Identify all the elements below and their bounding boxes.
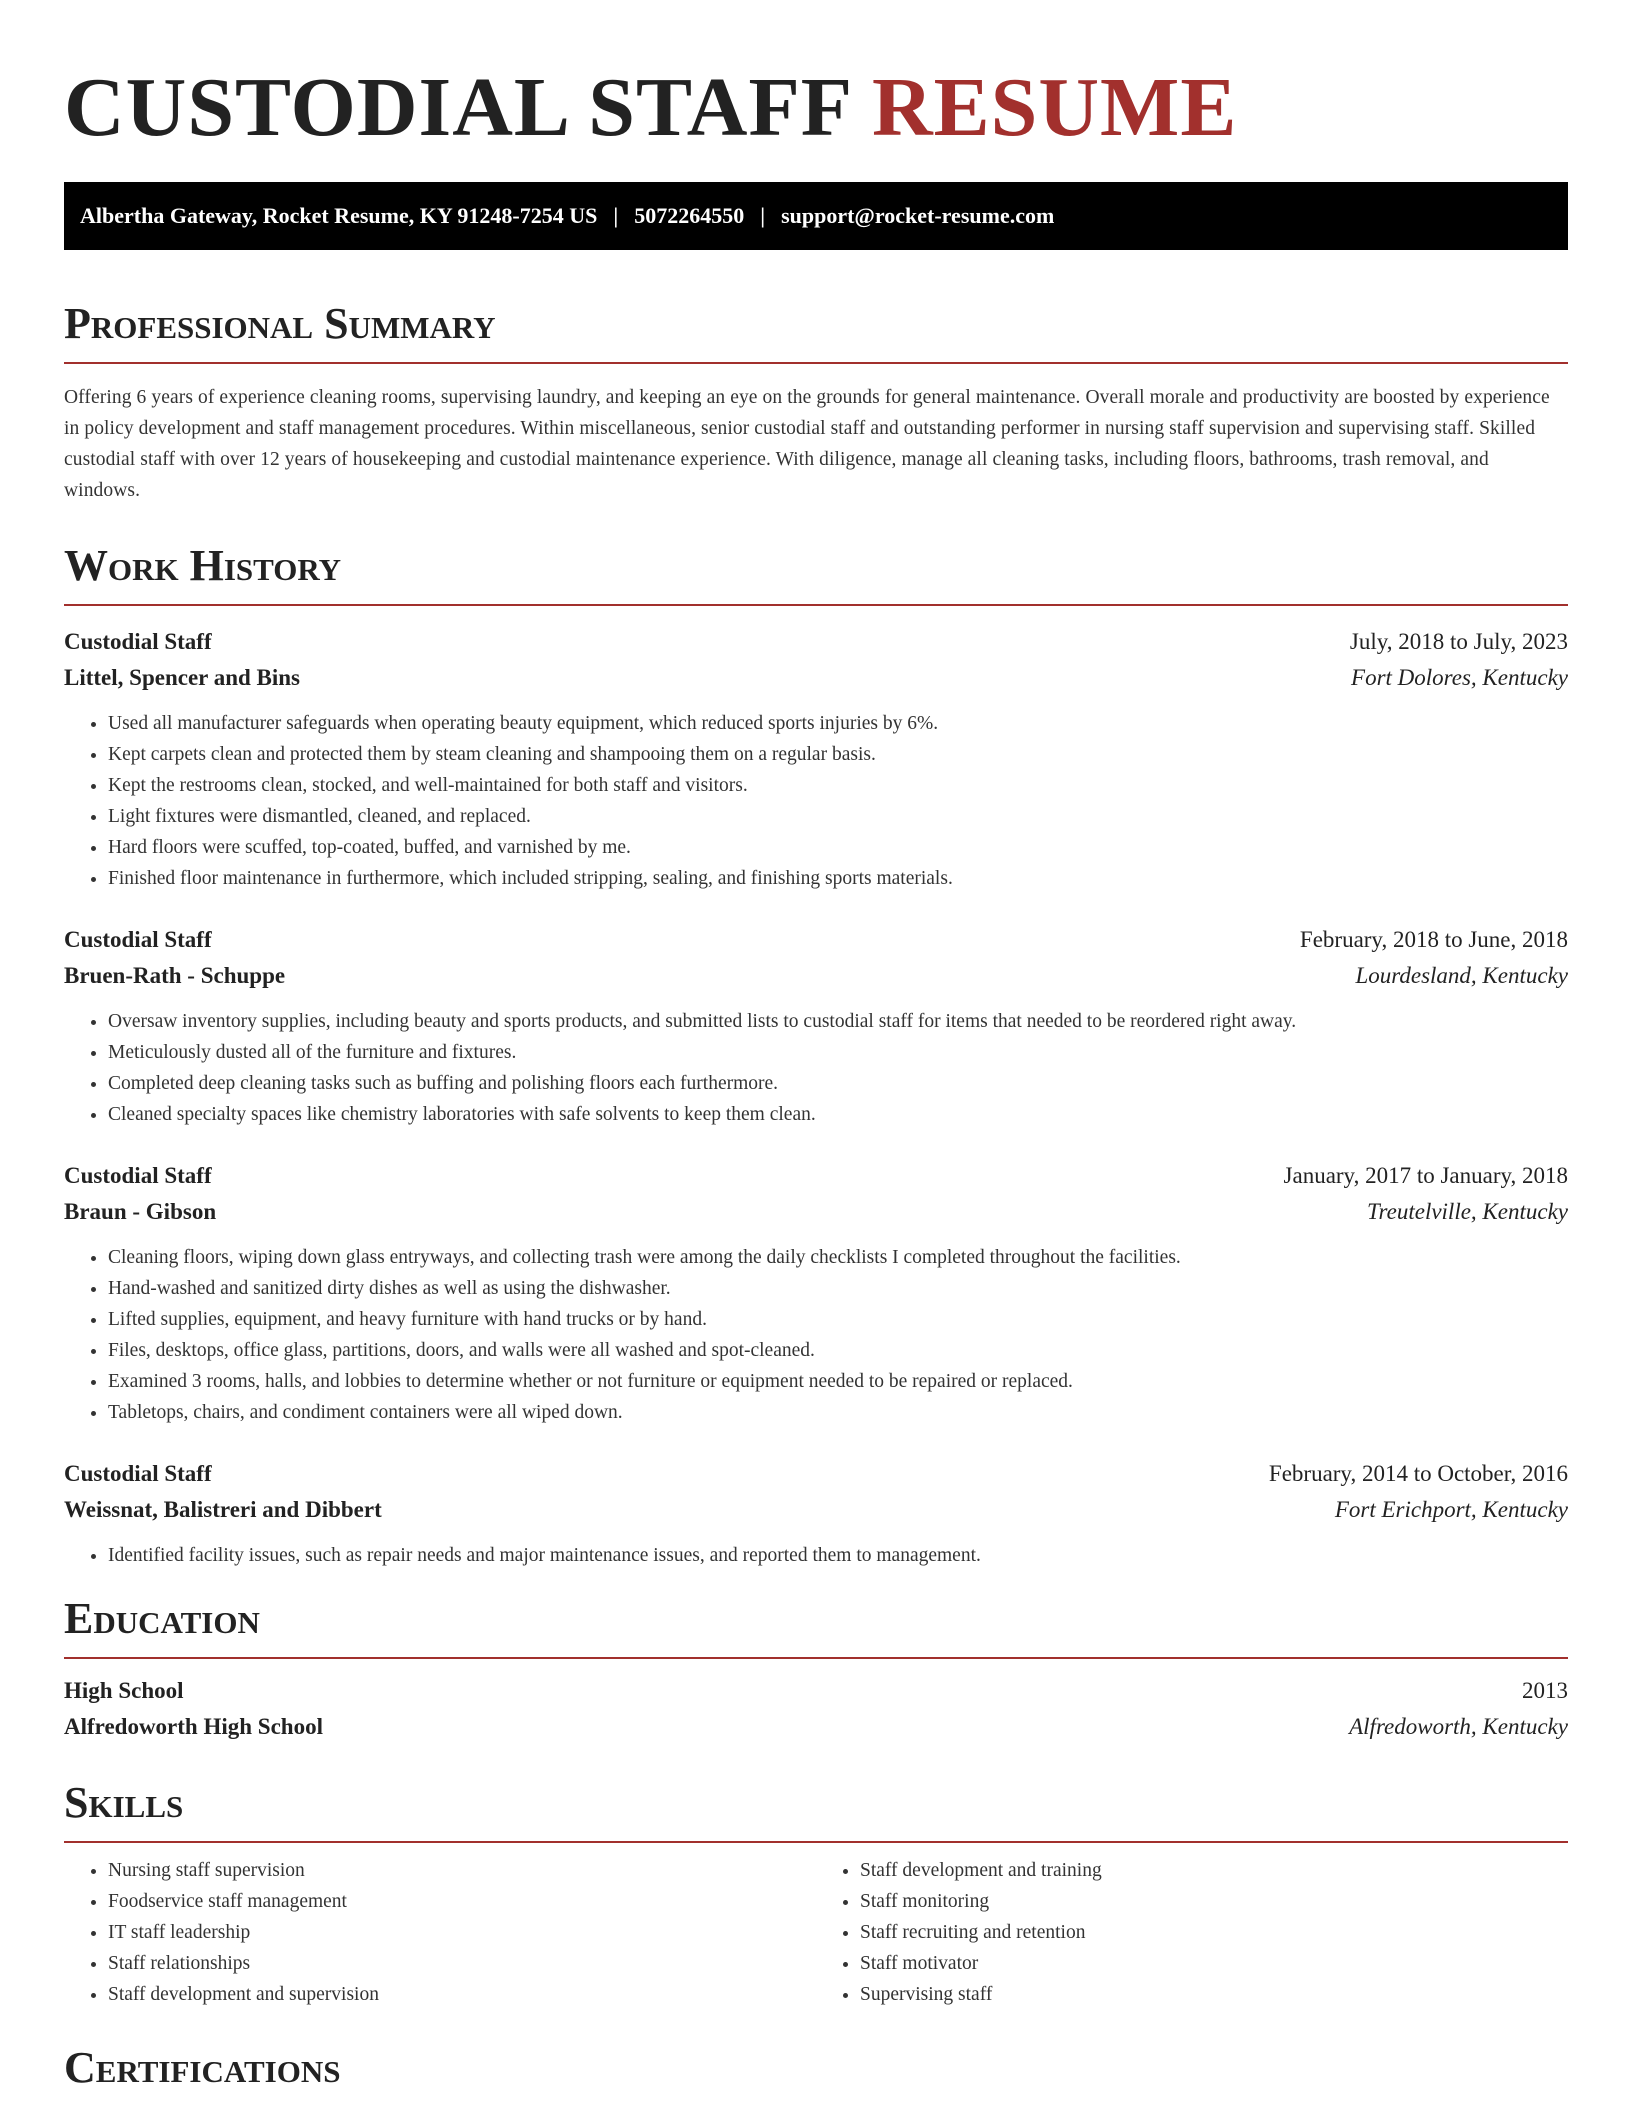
job-dates: February, 2018 to June, 2018	[1299, 927, 1568, 952]
job-header-row	[64, 1158, 1568, 1194]
education-degree: High School	[64, 1678, 184, 1703]
contact-email: support@rocket-resume.com	[781, 203, 1055, 228]
job-company: Weissnat, Balistreri and Dibbert	[64, 1497, 382, 1522]
job-company-row	[64, 958, 1568, 994]
job-title: Custodial Staff	[64, 1461, 212, 1486]
job-bullets	[64, 1242, 1568, 1428]
skill-item: • IT staff leadership	[108, 1917, 816, 1948]
job-company: Bruen-Rath - Schuppe	[64, 963, 286, 988]
job-header-row	[64, 922, 1568, 958]
job-bullet: • Lifted supplies, equipment, and heavy furniture with hand trucks or by hand.	[108, 1304, 1568, 1335]
job-bullet: • Used all manufacturer safeguards when operating beauty equipment, which reduced sports injuries by 6%.	[108, 708, 1568, 739]
job-bullet: • Tabletops, chairs, and condiment containers were all wiped down.	[108, 1397, 1568, 1428]
education-header-row	[64, 1673, 1568, 1709]
skill-item: • Staff relationships	[108, 1948, 816, 1979]
job-entry	[64, 624, 1568, 894]
section-divider	[64, 1841, 1568, 1843]
job-company-row	[64, 660, 1568, 696]
job-bullet: • Examined 3 rooms, halls, and lobbies to determine whether or not furniture or equipment needed to be repaired or replaced.	[108, 1366, 1568, 1397]
job-bullet: • Hand-washed and sanitized dirty dishes as well as using the dishwasher.	[108, 1273, 1568, 1304]
skills-list-right	[816, 1855, 1568, 2010]
contact-separator: |	[613, 203, 619, 228]
education-location: Alfredoworth, Kentucky	[1349, 1714, 1568, 1739]
job-company: Littel, Spencer and Bins	[64, 665, 300, 690]
skills-columns	[64, 1855, 1568, 2010]
job-bullet: • Identified facility issues, such as repair needs and major maintenance issues, and reported them to management.	[108, 1540, 1568, 1571]
resume-title	[64, 61, 1568, 154]
title-accent: RESUME	[871, 61, 1238, 154]
job-dates: January, 2017 to January, 2018	[1283, 1163, 1568, 1188]
job-company-row	[64, 1194, 1568, 1230]
job-title: Custodial Staff	[64, 1163, 212, 1188]
education-year: 2013	[1522, 1678, 1568, 1703]
skill-item: • Nursing staff supervision	[108, 1855, 816, 1886]
section-divider	[64, 1657, 1568, 1659]
section-heading-certifications: Certifications	[64, 2043, 341, 2092]
job-dates: July, 2018 to July, 2023	[1349, 629, 1568, 654]
job-company: Braun - Gibson	[64, 1199, 217, 1224]
section-heading-skills: Skills	[64, 1778, 184, 1827]
skill-item: • Staff motivator	[860, 1948, 1568, 1979]
skills-list-left	[64, 1855, 816, 2010]
certifications-section	[64, 2043, 1568, 2092]
contact-address: Albertha Gateway, Rocket Resume, KY 91248-7254 US	[80, 203, 598, 228]
job-bullets	[64, 1006, 1568, 1130]
job-entry	[64, 1158, 1568, 1428]
section-divider	[64, 362, 1568, 364]
work-section	[64, 541, 1568, 1571]
skill-item: • Staff monitoring	[860, 1886, 1568, 1917]
section-heading-summary: Professional Summary	[64, 299, 496, 348]
job-bullet: • Cleaned specialty spaces like chemistry laboratories with safe solvents to keep them clean.	[108, 1099, 1568, 1130]
title-main: CUSTODIAL STAFF	[64, 61, 850, 154]
job-bullets	[64, 708, 1568, 894]
education-section	[64, 1594, 1568, 1745]
job-bullet: • Meticulously dusted all of the furniture and fixtures.	[108, 1037, 1568, 1068]
skill-item: • Staff development and training	[860, 1855, 1568, 1886]
skill-item: • Supervising staff	[860, 1979, 1568, 2010]
contact-bar	[64, 182, 1568, 250]
contact-phone: 5072264550	[634, 203, 745, 228]
job-bullets	[64, 1540, 1568, 1571]
skill-item: • Staff development and supervision	[108, 1979, 816, 2010]
job-company-row	[64, 1492, 1568, 1528]
job-header-row	[64, 1456, 1568, 1492]
education-school: Alfredoworth High School	[64, 1714, 323, 1739]
job-header-row	[64, 624, 1568, 660]
summary-text: Offering 6 years of experience cleaning rooms, supervising laundry, and keeping an eye on the grounds for general maintenance. Overall morale and productivity are boosted by experience in policy development and staff management procedures. Within miscellaneous, senior custodial staff and outstanding performer in nursing staff supervision and supervising staff. Skilled custodial staff with over 12 years of housekeeping and custodial maintenance experience. With diligence, manage all cleaning tasks, including floors, bathrooms, trash removal, and windows.	[64, 387, 1550, 501]
job-bullet: • Cleaning floors, wiping down glass entryways, and collecting trash were among the daily checklists I completed throughout the facilities.	[108, 1242, 1568, 1273]
job-bullet: • Kept carpets clean and protected them by steam cleaning and shampooing them on a regular basis.	[108, 739, 1568, 770]
section-heading-work: Work History	[64, 541, 342, 590]
skills-section	[64, 1778, 1568, 2010]
contact-separator: |	[760, 203, 766, 228]
job-location: Lourdesland, Kentucky	[1355, 963, 1568, 988]
education-school-row	[64, 1709, 1568, 1745]
job-bullet: • Completed deep cleaning tasks such as buffing and polishing floors each furthermore.	[108, 1068, 1568, 1099]
skill-item: • Staff recruiting and retention	[860, 1917, 1568, 1948]
job-location: Fort Dolores, Kentucky	[1351, 665, 1568, 690]
section-divider	[64, 604, 1568, 606]
job-dates: February, 2014 to October, 2016	[1268, 1461, 1568, 1486]
job-location: Treutelville, Kentucky	[1367, 1199, 1568, 1224]
job-entry	[64, 1456, 1568, 1571]
education-entry	[64, 1673, 1568, 1745]
job-title: Custodial Staff	[64, 629, 212, 654]
job-bullet: • Hard floors were scuffed, top-coated, buffed, and varnished by me.	[108, 832, 1568, 863]
summary-section	[64, 299, 1568, 506]
section-heading-education: Education	[64, 1594, 260, 1643]
job-bullet: • Finished floor maintenance in furthermore, which included stripping, sealing, and finishing sports materials.	[108, 863, 1568, 894]
job-bullet: • Light fixtures were dismantled, cleaned, and replaced.	[108, 801, 1568, 832]
job-bullet: • Kept the restrooms clean, stocked, and well-maintained for both staff and visitors.	[108, 770, 1568, 801]
job-entry	[64, 922, 1568, 1130]
job-location: Fort Erichport, Kentucky	[1334, 1497, 1568, 1522]
job-bullet: • Oversaw inventory supplies, including beauty and sports products, and submitted lists to custodial staff for items that needed to be reordered right away.	[108, 1006, 1568, 1037]
job-bullet: • Files, desktops, office glass, partitions, doors, and walls were all washed and spot-cleaned.	[108, 1335, 1568, 1366]
skill-item: • Foodservice staff management	[108, 1886, 816, 1917]
job-title: Custodial Staff	[64, 927, 212, 952]
